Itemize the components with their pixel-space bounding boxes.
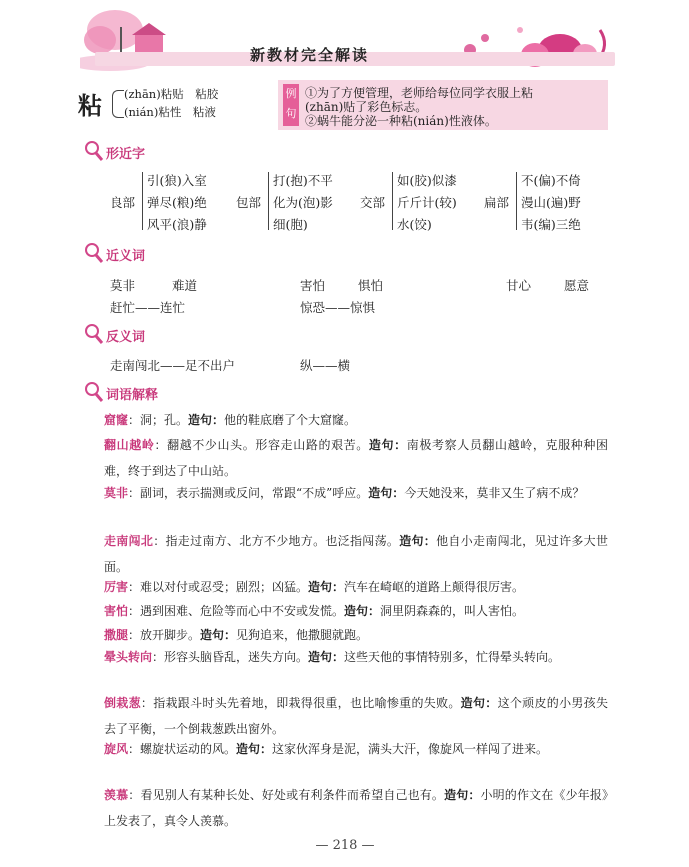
example-label: 造句： [368,486,405,500]
vocab-term: 旋风 [104,742,129,756]
brace-3 [392,172,393,230]
vocab-entry [104,480,608,506]
example-label: 造句： [444,788,481,802]
vocab-term: 走南闯北 [104,534,154,548]
example-label: 造句： [308,650,345,664]
similar-item: 水(饺) [397,217,432,232]
vocab-entry [104,736,608,762]
example-label: 造句： [460,696,498,710]
example-label: 造句： [368,438,407,452]
poly-reading-2: (nián)粘性 粘液 [124,105,216,119]
vocab-entry [104,528,608,580]
vocab-definition: ：放开脚步。 [128,628,201,642]
synonym-pair: 惊恐——惊惧 [300,300,376,315]
poly-reading-1: (zhān)粘贴 粘胶 [124,87,219,101]
similar-item: 引(狼)入室 [147,173,207,188]
synonym-word: 愿意 [564,278,590,293]
vocab-definition: ：指栽跟斗时头先着地，即栽得很重，也比喻惨重的失败。 [140,696,461,710]
radical-1: 良部 [110,195,136,210]
similar-item: 如(胶)似漆 [397,173,457,188]
magnifier-icon [84,242,104,264]
vocab-example: 他的鞋底磨了个大窟窿。 [224,413,357,427]
poly-bracket [112,90,124,118]
similar-item: 不(偏)不倚 [521,173,581,188]
vocab-entry [104,432,608,484]
polyphonic-char: 粘 [78,91,102,120]
synonym-word: 甘心 [506,278,532,293]
brace-4 [516,172,517,230]
synonym-pair: 赶忙——连忙 [110,300,186,315]
vocab-definition: ：翻越不少山头。形容走山路的艰苦。 [154,438,369,452]
vocab-example: 汽车在崎岖的道路上颠得很厉害。 [344,580,525,594]
vocab-entry [104,407,608,433]
similar-item: 风平(浪)静 [147,217,207,232]
brace-1 [142,172,143,230]
radical-4: 扁部 [484,195,510,210]
similar-item: 打(抱)不平 [273,173,333,188]
example-line-3: ②蜗牛能分泌一种粘(nián)性液体。 [305,114,497,128]
vocab-entry [104,782,608,834]
antonym-pair: 走南闯北——足不出户 [110,358,236,373]
radical-2: 包部 [236,195,262,210]
vocab-example: 这个顽皮的小男孩失去了平衡，一个倒栽葱跌出窗外。 [104,696,608,736]
vocab-entry [104,690,608,742]
vocab-definition: ：指走过南方、北方不少地方。也泛指闯荡。 [153,534,400,548]
vocab-term: 撒腿 [104,628,129,642]
brace-2 [268,172,269,230]
vocab-example: 这些天他的事情特别多，忙得晕头转向。 [344,650,561,664]
example-line-2: (zhān)贴了彩色标志。 [305,100,428,114]
vocab-term: 羡慕 [104,788,129,802]
vocab-definition: ：看见别人有某种长处、好处或有利条件而希望自己也有。 [128,788,445,802]
vocab-term: 翻山越岭 [104,438,155,452]
page-title: 新教材完全解读 [250,46,370,64]
section-vocab: 词语解释 [106,388,159,403]
synonym-word: 害怕 [300,278,326,293]
vocab-definition: ：副词，表示揣测或反问，常跟“不成”呼应。 [128,486,369,500]
vocab-definition: ：难以对付或忍受；剧烈；凶猛。 [128,580,309,594]
synonym-word: 难道 [172,278,198,293]
vocab-example: 这家伙浑身是泥，满头大汗，像旋风一样闯了进来。 [272,742,549,756]
section-synonyms: 近义词 [106,249,146,264]
vocab-entry [104,644,608,670]
vocab-example: 南极考察人员翻山越岭，克服种种困难，终于到达了中山站。 [104,438,608,478]
radical-3: 交部 [360,195,386,210]
vocab-term: 窟窿 [104,413,129,427]
vocab-term: 莫非 [104,486,129,500]
example-label: 造句： [399,534,437,548]
vocab-example: 今天她没来，莫非又生了病不成？ [404,486,585,500]
section-similar-form: 形近字 [106,147,146,162]
example-label: 造句： [236,742,273,756]
example-label: 造句： [308,580,345,594]
vocab-term: 害怕 [104,604,129,618]
vocab-entry [104,574,608,600]
vocab-definition: ：遇到困难、危险等而心中不安或发慌。 [128,604,345,618]
similar-item: 细(胞) [273,217,308,232]
example-label: 造句： [200,628,237,642]
similar-item: 韦(编)三绝 [521,217,581,232]
synonym-word: 莫非 [110,278,136,293]
vocab-definition: ：形容头脑昏乱，迷失方向。 [152,650,309,664]
similar-item: 弹尽(粮)绝 [147,195,207,210]
vocab-example: 小明的作文在《少年报》上发表了，真令人羡慕。 [104,788,608,828]
page-number: — 218 — [315,838,375,853]
page-header [0,0,689,80]
example-label: 造句： [344,604,381,618]
vocab-term: 倒栽葱 [104,696,141,710]
magnifier-icon [84,140,104,162]
vocab-definition: ：螺旋状运动的风。 [128,742,237,756]
vocab-term: 厉害 [104,580,129,594]
example-label: 例句 [283,84,299,126]
vocab-entry [104,598,608,624]
vocab-example: 洞里阴森森的，叫人害怕。 [380,604,525,618]
synonym-word: 惧怕 [358,278,384,293]
vocab-example: 见狗追来，他撒腿就跑。 [236,628,369,642]
similar-item: 斤斤计(较) [397,195,457,210]
example-line-1: ①为了方便管理，老师给每位同学衣服上粘 [305,86,534,100]
vocab-example: 他自小走南闯北，见过许多大世面。 [104,534,608,574]
antonym-pair: 纵——横 [300,358,351,373]
vocab-definition: ：洞；孔。 [128,413,189,427]
similar-item: 化为(泡)影 [273,195,333,210]
similar-item: 漫山(遍)野 [521,195,581,210]
magnifier-icon [84,381,104,403]
magnifier-icon [84,323,104,345]
vocab-term: 晕头转向 [104,650,153,664]
section-antonyms: 反义词 [106,330,146,345]
example-label: 造句： [188,413,225,427]
